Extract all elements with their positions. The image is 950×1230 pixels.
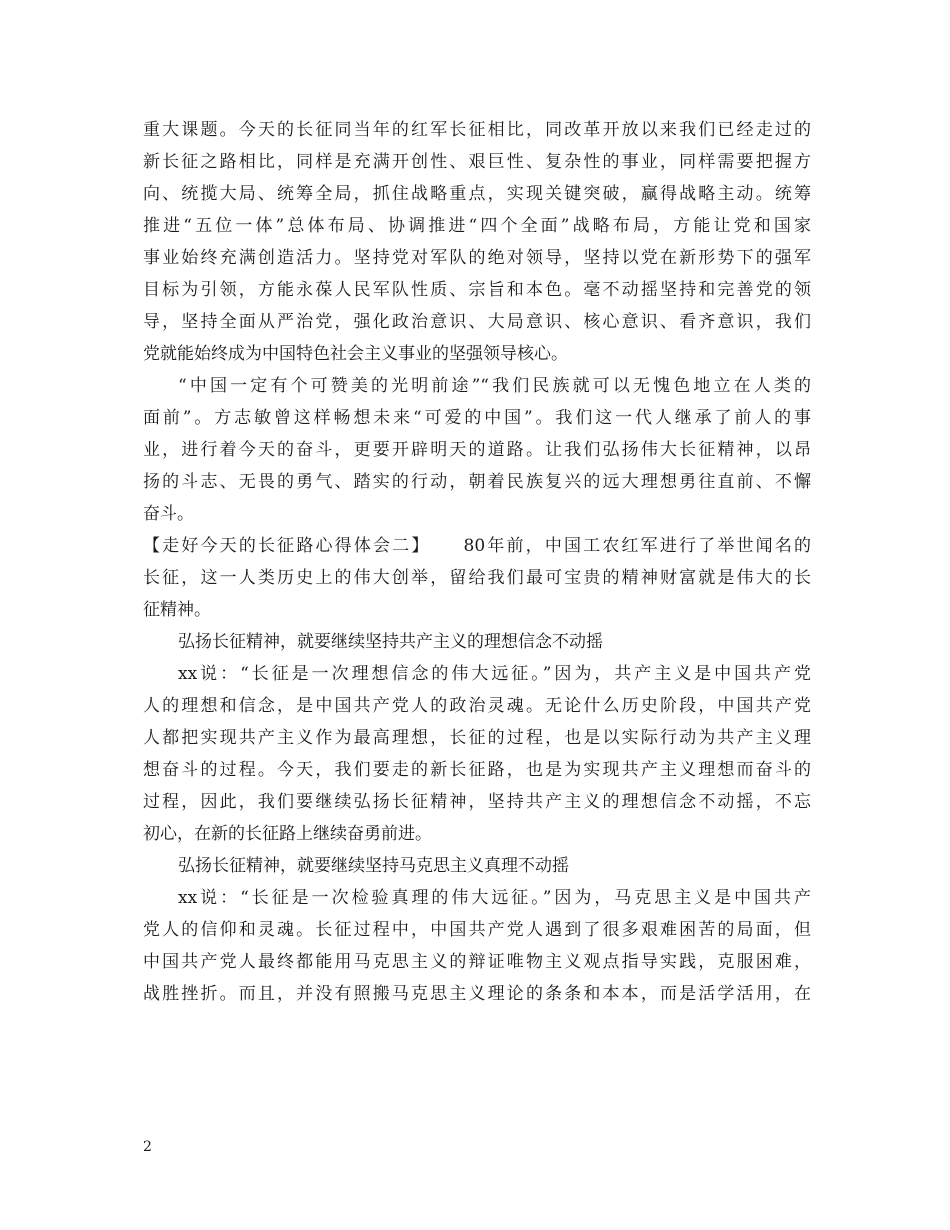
text-line: 向、统揽大局、统筹全局，抓住战略重点，实现关键突破，赢得战略主动。统筹 [143, 184, 811, 204]
text-line [143, 530, 811, 562]
text-line: 奋斗。 [143, 504, 194, 524]
text-line: xx说：“长征是一次检验真理的伟大远征。”因为，马克思主义是中国共产 [178, 888, 811, 908]
paragraph [143, 370, 811, 530]
text-line: 目标为引领，方能永葆人民军队性质、宗旨和本色。毫不动摇坚持和完善党的领 [143, 280, 811, 300]
text-line: 导，坚持全面从严治党，强化政治意识、大局意识、核心意识、看齐意识，我们 [143, 312, 811, 332]
line-text: 80年前，中国工农红军进行了举世闻名的 [463, 536, 811, 556]
page-number: 2 [143, 1139, 152, 1155]
text-line: 扬的斗志、无畏的勇气、踏实的行动，朝着民族复兴的远大理想勇往直前、不懈 [143, 472, 811, 492]
text-line: 党就能始终成为中国特色社会主义事业的坚强领导核心。 [143, 344, 568, 364]
paragraph [143, 114, 811, 370]
paragraph [143, 530, 811, 626]
paragraph [143, 882, 811, 1010]
text-line: 新长征之路相比，同样是充满开创性、艰巨性、复杂性的事业，同样需要把握方 [143, 152, 811, 172]
paragraph [143, 850, 811, 882]
text-line: xx说：“长征是一次理想信念的伟大远征。”因为，共产主义是中国共产党 [178, 664, 811, 684]
text-line: 弘扬长征精神，就要继续坚持马克思主义真理不动摇 [178, 856, 569, 876]
text-line: 面前”。方志敏曾这样畅想未来“可爱的中国”。我们这一代人继承了前人的事 [143, 408, 811, 428]
text-line: “中国一定有个可赞美的光明前途”“我们民族就可以无愧色地立在人类的 [178, 376, 811, 396]
text-line: 重大课题。今天的长征同当年的红军长征相比，同改革开放以来我们已经走过的 [143, 120, 811, 140]
text-line: 业，进行着今天的奋斗，更要开辟明天的道路。让我们弘扬伟大长征精神，以昂 [143, 440, 811, 460]
text-line: 事业始终充满创造活力。坚持党对军队的绝对领导，坚持以党在新形势下的强军 [143, 248, 811, 268]
section-heading: 【走好今天的长征路心得体会二】 [143, 536, 431, 556]
text-line: 初心，在新的长征路上继续奋勇前进。 [143, 824, 432, 844]
text-line: 人的理想和信念，是中国共产党人的政治灵魂。无论什么历史阶段，中国共产党 [143, 696, 811, 716]
document-body [143, 114, 811, 1010]
paragraph [143, 658, 811, 850]
text-line: 中国共产党人最终都能用马克思主义的辩证唯物主义观点指导实践，克服困难， [143, 952, 811, 972]
text-line: 想奋斗的过程。今天，我们要走的新长征路，也是为实现共产主义理想而奋斗的 [143, 760, 811, 780]
paragraph [143, 626, 811, 658]
text-line: 征精神。 [143, 600, 211, 620]
text-line: 战胜挫折。而且，并没有照搬马克思主义理论的条条和本本，而是活学活用，在 [143, 984, 811, 1004]
text-line: 推进“五位一体”总体布局、协调推进“四个全面”战略布局，方能让党和国家 [143, 216, 811, 236]
text-line: 过程，因此，我们要继续弘扬长征精神，坚持共产主义的理想信念不动摇，不忘 [143, 792, 811, 812]
text-line: 弘扬长征精神，就要继续坚持共产主义的理想信念不动摇 [178, 632, 603, 652]
text-line: 人都把实现共产主义作为最高理想，长征的过程，也是以实际行动为共产主义理 [143, 728, 811, 748]
text-line: 长征，这一人类历史上的伟大创举，留给我们最可宝贵的精神财富就是伟大的长 [143, 568, 811, 588]
text-line: 党人的信仰和灵魂。长征过程中，中国共产党人遇到了很多艰难困苦的局面，但 [143, 920, 811, 940]
